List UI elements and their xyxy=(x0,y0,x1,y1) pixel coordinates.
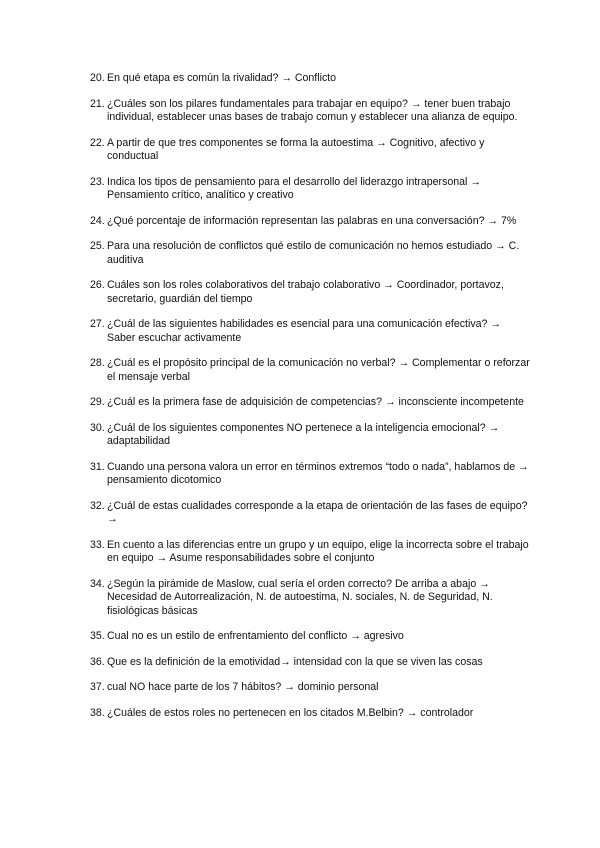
question-number: 38. xyxy=(90,706,105,719)
question-item xyxy=(90,422,530,449)
question-number: 21. xyxy=(90,97,105,110)
question-item xyxy=(90,240,530,267)
question-text: En qué etapa es común la rivalidad? → Conflicto xyxy=(107,72,337,84)
question-text: A partir de que tres componentes se forma la autoestima → Cognitivo, afectivo y conductual xyxy=(107,136,485,162)
question-text: Indica los tipos de pensamiento para el desarrollo del liderazgo intrapersonal → Pensamiento crítico, analítico y creativo xyxy=(107,175,481,201)
question-text: ¿Cuál de los siguientes componentes NO pertenece a la inteligencia emocional? → adaptabilidad xyxy=(107,421,500,448)
question-number: 37. xyxy=(90,681,105,694)
question-text: ¿Cuáles de estos roles no pertenecen en los citados M.Belbin? → controlador xyxy=(107,706,474,719)
question-item xyxy=(90,681,530,694)
question-item xyxy=(90,656,530,669)
question-number: 23. xyxy=(90,175,105,188)
question-number: 33. xyxy=(90,538,105,551)
question-item xyxy=(90,396,530,409)
question-text: Cuando una persona valora un error en términos extremos “todo o nada”, hablamos de → pensamiento dicotomico xyxy=(107,460,529,487)
question-text: ¿Cuál de estas cualidades corresponde a la etapa de orientación de las fases de equipo? → xyxy=(107,499,528,526)
question-item xyxy=(90,357,530,384)
question-text: ¿Cuál de las siguientes habilidades es esencial para una comunicación efectiva? → Saber escuchar activamente xyxy=(107,318,501,344)
question-number: 34. xyxy=(90,577,105,590)
question-item xyxy=(90,279,530,306)
question-item xyxy=(90,215,530,228)
question-text: En cuento a las diferencias entre un grupo y un equipo, elige la incorrecta sobre el trabajo en equipo → Asume responsabilidades sobre el conjunto xyxy=(107,538,529,565)
question-number: 32. xyxy=(90,499,105,512)
question-text: ¿Cuáles son los pilares fundamentales para trabajar en equipo? → tener buen trabajo individual, establecer unas bases de trabajo comun y establecer una alianza de equipo. xyxy=(107,97,518,123)
question-number: 31. xyxy=(90,460,105,473)
question-item xyxy=(90,500,530,527)
question-number: 36. xyxy=(90,655,105,668)
question-item xyxy=(90,318,530,345)
question-item xyxy=(90,98,530,125)
question-item xyxy=(90,630,530,643)
question-number: 30. xyxy=(90,421,105,434)
question-list xyxy=(90,72,530,733)
question-text: cual NO hace parte de los 7 hábitos? → dominio personal xyxy=(107,681,379,694)
question-number: 24. xyxy=(90,214,105,227)
question-text: Cuáles son los roles colaborativos del trabajo colaborativo → Coordinador, portavoz, secretario, guardián del tiempo xyxy=(107,279,504,305)
question-item xyxy=(90,461,530,488)
question-text: Cual no es un estilo de enfrentamiento del conflicto → agresivo xyxy=(107,630,404,643)
question-number: 26. xyxy=(90,279,105,292)
question-number: 22. xyxy=(90,136,105,149)
question-text: ¿Cuál es la primera fase de adquisición de competencias? → inconsciente incompetente xyxy=(107,396,524,409)
question-item xyxy=(90,137,530,164)
question-item xyxy=(90,72,530,85)
question-text: ¿Cuál es el propósito principal de la comunicación no verbal? → Complementar o reforzar el mensaje verbal xyxy=(107,357,530,383)
question-number: 35. xyxy=(90,630,105,643)
question-number: 29. xyxy=(90,396,105,409)
question-text: ¿Qué porcentaje de información representan las palabras en una conversación? → 7% xyxy=(107,214,517,227)
question-number: 28. xyxy=(90,357,105,370)
question-text: Para una resolución de conflictos qué estilo de comunicación no hemos estudiado → C. auditiva xyxy=(107,240,520,266)
question-number: 27. xyxy=(90,318,105,331)
question-item xyxy=(90,539,530,566)
question-number: 25. xyxy=(90,240,105,253)
question-number: 20. xyxy=(90,72,105,84)
question-item xyxy=(90,578,530,618)
question-text: ¿Según la pirámide de Maslow, cual sería el orden correcto? De arriba a abajo → Necesidad de Autorrealización, N. de autoestima, N. sociales, N. de Seguridad, N. fisiológicas básicas xyxy=(107,577,493,617)
question-item xyxy=(90,707,530,720)
question-text: Que es la definición de la emotividad→ intensidad con la que se viven las cosas xyxy=(107,655,483,668)
question-item xyxy=(90,176,530,203)
